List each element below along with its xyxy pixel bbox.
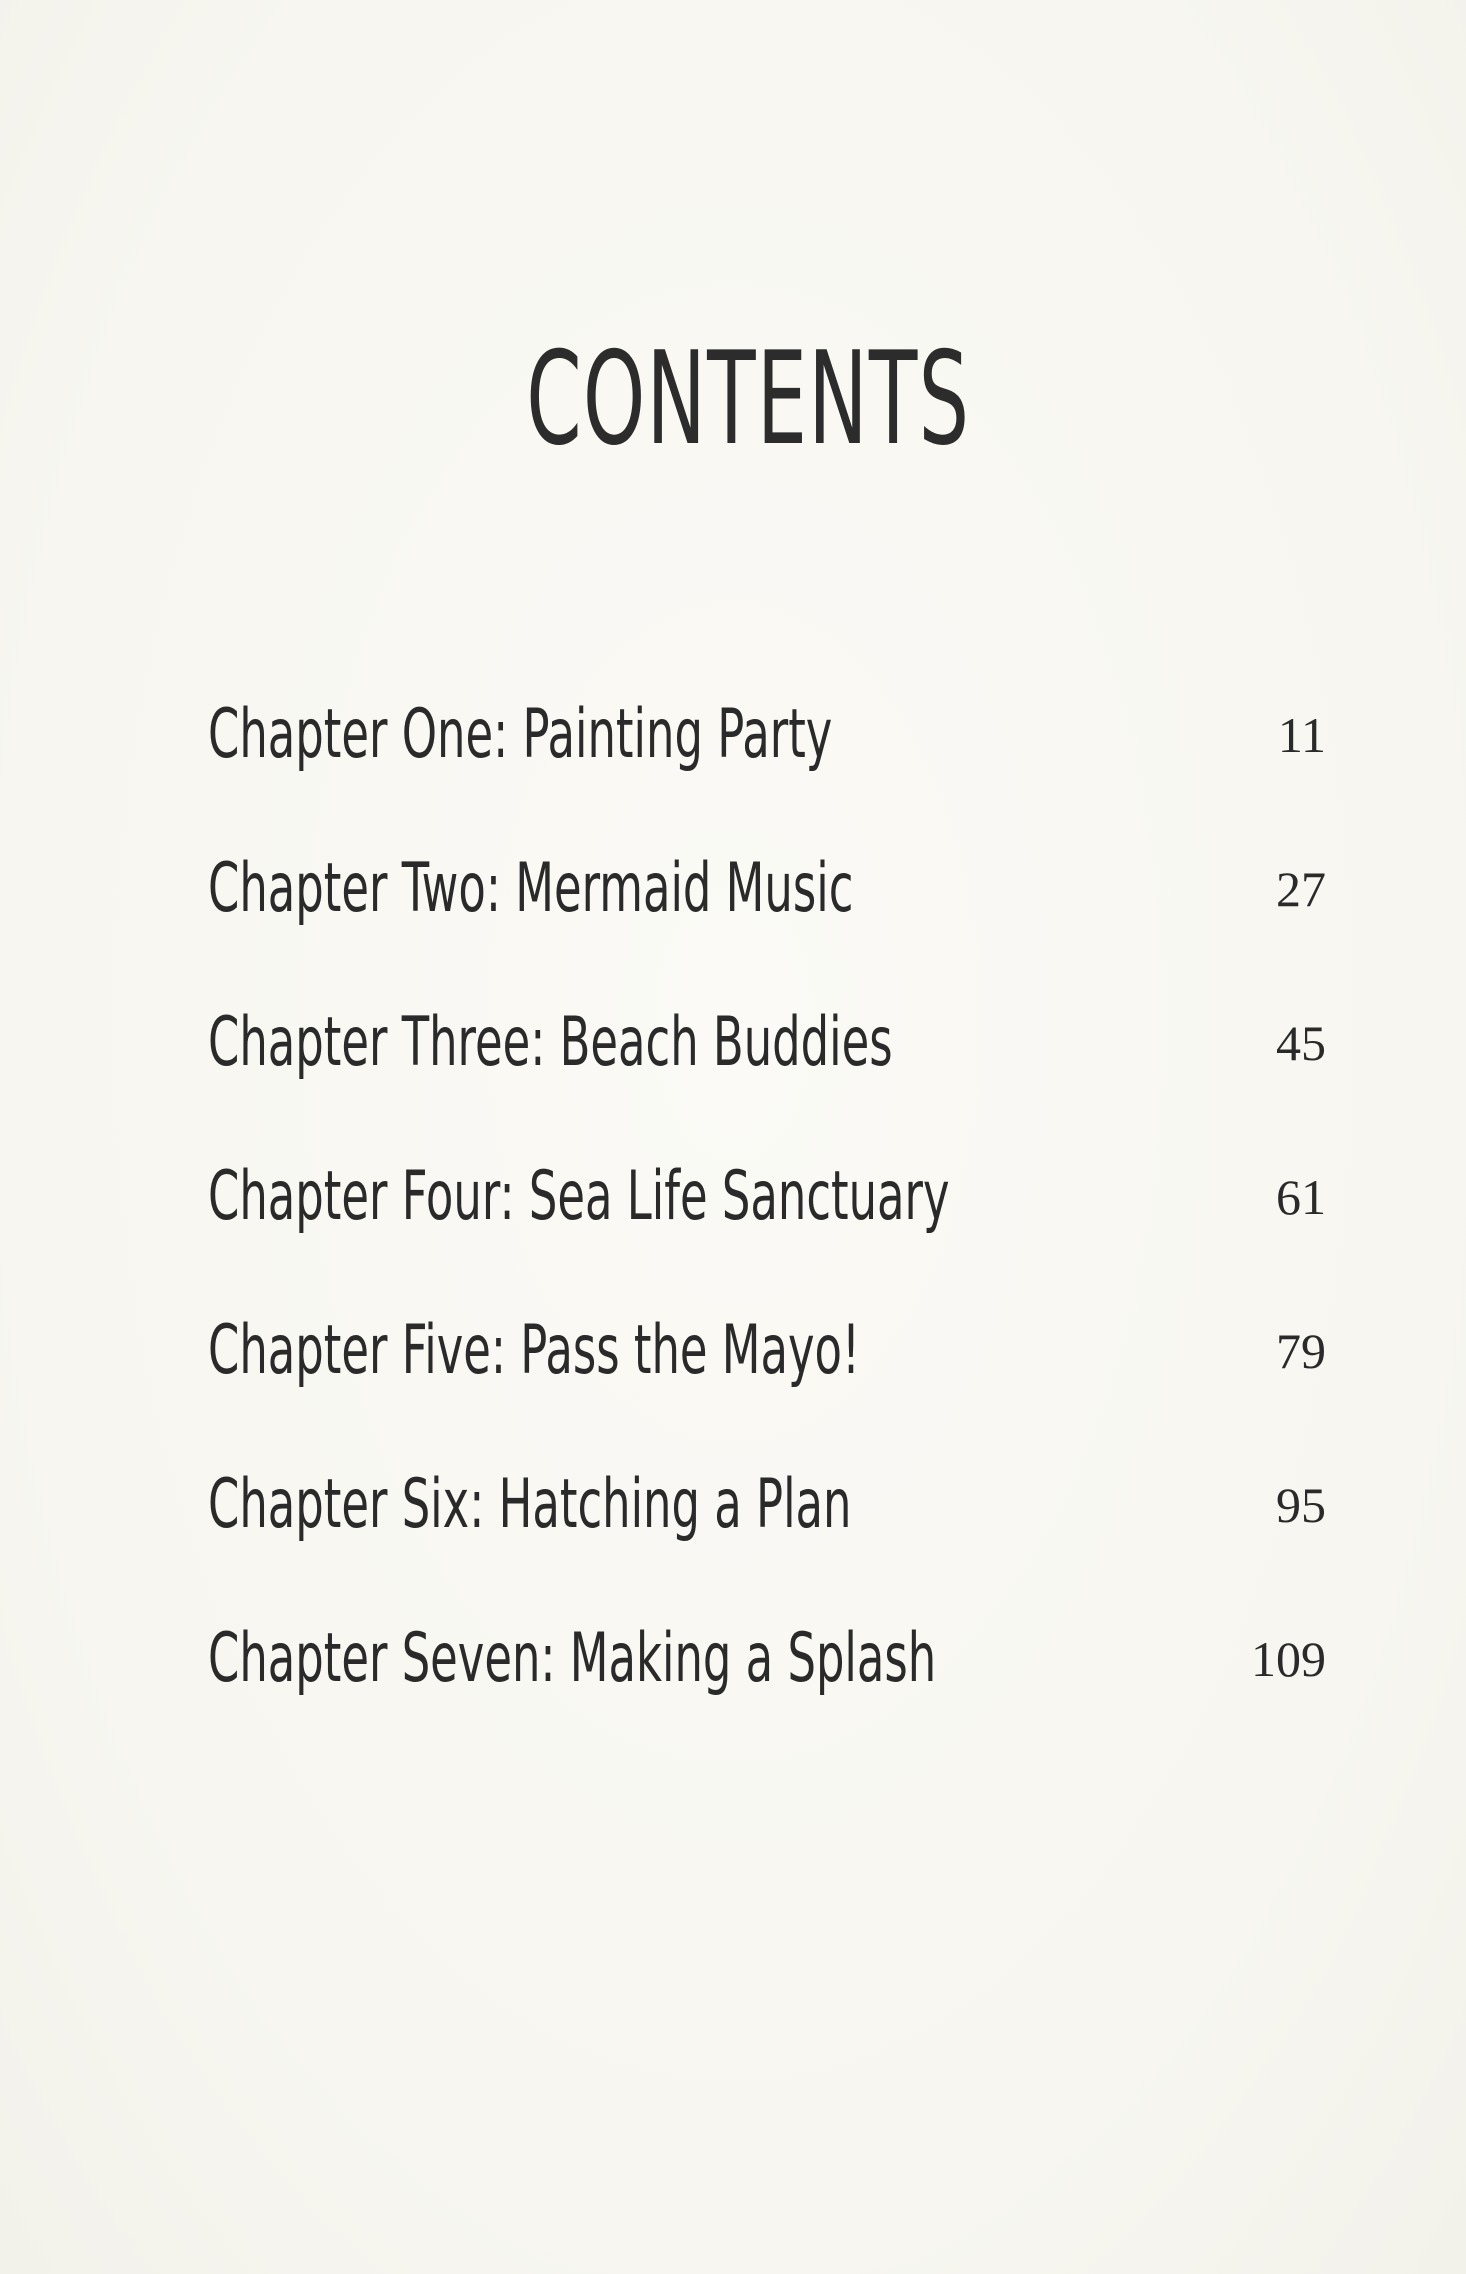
chapter-page-number: 45	[1276, 1015, 1326, 1071]
chapter-title: Chapter Two: Mermaid Music	[208, 849, 854, 928]
chapter-page-number: 109	[1251, 1631, 1326, 1687]
toc-entry-chapter-seven	[0, 1604, 1466, 1714]
toc-entry-chapter-two	[0, 834, 1466, 944]
chapter-page-number: 11	[1277, 707, 1326, 763]
chapter-title: Chapter One: Painting Party	[208, 695, 833, 774]
chapter-title: Chapter Three: Beach Buddies	[208, 1003, 893, 1082]
toc-entry-chapter-six	[0, 1450, 1466, 1560]
toc-entry-chapter-five	[0, 1296, 1466, 1406]
chapter-page-number: 79	[1276, 1323, 1326, 1379]
contents-heading: CONTENTS	[526, 325, 971, 474]
chapter-title: Chapter Four: Sea Life Sanctuary	[208, 1157, 950, 1236]
toc-entry-chapter-one	[0, 680, 1466, 790]
chapter-page-number: 27	[1276, 861, 1326, 917]
chapter-title: Chapter Six: Hatching a Plan	[208, 1465, 852, 1544]
chapter-title: Chapter Seven: Making a Splash	[208, 1619, 937, 1698]
toc-entry-chapter-three	[0, 988, 1466, 1098]
toc-entry-chapter-four	[0, 1142, 1466, 1252]
chapter-page-number: 95	[1276, 1477, 1326, 1533]
chapter-page-number: 61	[1276, 1169, 1326, 1225]
chapter-title: Chapter Five: Pass the Mayo!	[208, 1311, 861, 1390]
